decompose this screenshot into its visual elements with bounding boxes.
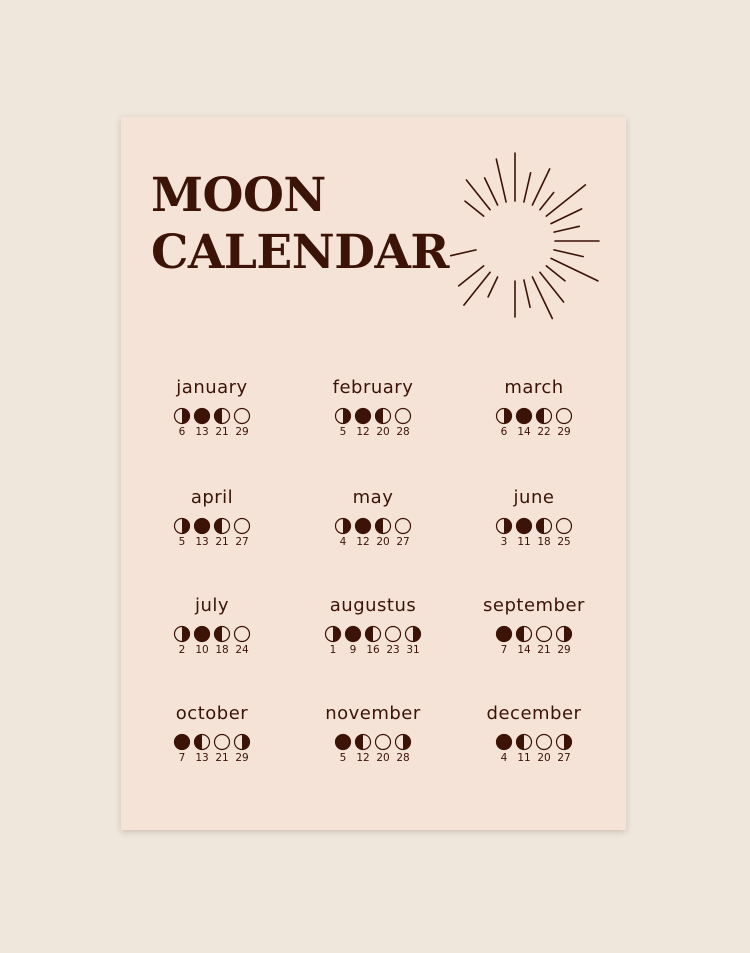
first-quarter-moon-icon [173, 517, 191, 535]
phase-date: 23 [386, 644, 400, 656]
month-name: september [483, 595, 585, 616]
month-card [454, 377, 614, 439]
month-card [132, 595, 292, 657]
moon-phase [494, 517, 514, 549]
new-moon-icon [555, 517, 573, 535]
new-moon-icon [394, 517, 412, 535]
moon-phase [554, 407, 574, 439]
new-moon-icon [535, 625, 553, 643]
moon-phase-row [132, 733, 292, 765]
phase-date: 10 [195, 644, 209, 656]
month-card [132, 487, 292, 549]
moon-phase [172, 407, 192, 439]
moon-phase [192, 517, 212, 549]
moon-phase-row [293, 733, 453, 765]
moon-phase [373, 733, 393, 765]
phase-date: 22 [537, 426, 551, 438]
phase-date: 12 [356, 426, 370, 438]
phase-date: 13 [195, 536, 209, 548]
last-quarter-moon-icon [354, 733, 372, 751]
phase-date: 6 [500, 426, 508, 438]
phase-date: 16 [366, 644, 380, 656]
moon-phase [393, 517, 413, 549]
phase-date: 13 [195, 426, 209, 438]
moon-phase-row [454, 733, 614, 765]
phase-date: 21 [215, 752, 229, 764]
full-moon-icon [334, 733, 352, 751]
phase-date: 11 [517, 752, 531, 764]
moon-phase [232, 733, 252, 765]
sunburst-icon [447, 149, 602, 329]
moon-phase [172, 733, 192, 765]
full-moon-icon [495, 625, 513, 643]
phase-date: 27 [396, 536, 410, 548]
moon-phase [232, 625, 252, 657]
month-name: july [194, 595, 230, 616]
phase-date: 14 [517, 426, 531, 438]
month-card [132, 703, 292, 765]
new-moon-icon [374, 733, 392, 751]
full-moon-icon [344, 625, 362, 643]
moon-phase [494, 407, 514, 439]
moon-phase-row [132, 625, 292, 657]
last-quarter-moon-icon [535, 517, 553, 535]
phase-date: 28 [396, 752, 410, 764]
phase-date: 21 [537, 644, 551, 656]
phase-date: 6 [178, 426, 186, 438]
month-card [293, 487, 453, 549]
phase-date: 31 [406, 644, 420, 656]
month-name: augustus [329, 595, 417, 616]
moon-phase-row [454, 625, 614, 657]
month-name: january [176, 377, 248, 398]
month-card [293, 703, 453, 765]
moon-phase-row [293, 407, 453, 439]
moon-phase [212, 733, 232, 765]
first-quarter-moon-icon [324, 625, 342, 643]
first-quarter-moon-icon [334, 407, 352, 425]
moon-phase [353, 407, 373, 439]
moon-phase [333, 407, 353, 439]
moon-phase [514, 407, 534, 439]
moon-phase [403, 625, 423, 657]
first-quarter-moon-icon [173, 625, 191, 643]
first-quarter-moon-icon [495, 517, 513, 535]
moon-phase [554, 733, 574, 765]
last-quarter-moon-icon [374, 517, 392, 535]
last-quarter-moon-icon [515, 733, 533, 751]
moon-phase [494, 625, 514, 657]
first-quarter-moon-icon [555, 625, 573, 643]
moon-phase [494, 733, 514, 765]
phase-date: 27 [235, 536, 249, 548]
phase-date: 20 [376, 426, 390, 438]
phase-date: 25 [557, 536, 571, 548]
phase-date: 7 [178, 752, 186, 764]
phase-date: 29 [557, 644, 571, 656]
moon-phase [363, 625, 383, 657]
phase-date: 3 [500, 536, 508, 548]
moon-phase [192, 407, 212, 439]
month-name: october [175, 703, 249, 724]
moon-phase [393, 407, 413, 439]
phase-date: 2 [178, 644, 186, 656]
last-quarter-moon-icon [535, 407, 553, 425]
moon-phase [373, 407, 393, 439]
phase-date: 18 [537, 536, 551, 548]
month-name: november [325, 703, 421, 724]
month-name: may [352, 487, 394, 508]
moon-phase [534, 407, 554, 439]
moon-phase [383, 625, 403, 657]
moon-phase [534, 625, 554, 657]
last-quarter-moon-icon [364, 625, 382, 643]
new-moon-icon [233, 625, 251, 643]
phase-date: 28 [396, 426, 410, 438]
phase-date: 18 [215, 644, 229, 656]
phase-date: 12 [356, 536, 370, 548]
new-moon-icon [535, 733, 553, 751]
full-moon-icon [354, 517, 372, 535]
moon-phase [172, 625, 192, 657]
moon-phase [323, 625, 343, 657]
moon-phase-row [454, 517, 614, 549]
phase-date: 13 [195, 752, 209, 764]
phase-date: 21 [215, 536, 229, 548]
phase-date: 29 [235, 426, 249, 438]
moon-phase [192, 625, 212, 657]
moon-phase [212, 407, 232, 439]
phase-date: 5 [339, 426, 347, 438]
month-card [293, 595, 453, 657]
moon-phase [333, 517, 353, 549]
calendar-poster [121, 117, 626, 830]
phase-date: 12 [356, 752, 370, 764]
phase-date: 5 [178, 536, 186, 548]
phase-date: 20 [537, 752, 551, 764]
first-quarter-moon-icon [233, 733, 251, 751]
moon-phase [353, 517, 373, 549]
moon-phase-row [293, 517, 453, 549]
moon-phase [534, 517, 554, 549]
phase-date: 7 [500, 644, 508, 656]
moon-phase [232, 407, 252, 439]
full-moon-icon [515, 407, 533, 425]
full-moon-icon [193, 517, 211, 535]
first-quarter-moon-icon [555, 733, 573, 751]
moon-phase-row [454, 407, 614, 439]
moon-phase-row [132, 407, 292, 439]
moon-phase [212, 625, 232, 657]
month-card [293, 377, 453, 439]
full-moon-icon [354, 407, 372, 425]
moon-phase [373, 517, 393, 549]
month-card [454, 487, 614, 549]
first-quarter-moon-icon [404, 625, 422, 643]
moon-phase-row [132, 517, 292, 549]
first-quarter-moon-icon [495, 407, 513, 425]
first-quarter-moon-icon [394, 733, 412, 751]
moon-phase [343, 625, 363, 657]
phase-date: 21 [215, 426, 229, 438]
month-name: february [332, 377, 414, 398]
full-moon-icon [193, 407, 211, 425]
title-line-2: CALENDAR [151, 225, 449, 280]
full-moon-icon [515, 517, 533, 535]
last-quarter-moon-icon [213, 625, 231, 643]
new-moon-icon [394, 407, 412, 425]
moon-phase [554, 625, 574, 657]
moon-phase [514, 733, 534, 765]
phase-date: 29 [557, 426, 571, 438]
moon-phase [514, 625, 534, 657]
phase-date: 27 [557, 752, 571, 764]
new-moon-icon [233, 517, 251, 535]
phase-date: 11 [517, 536, 531, 548]
moon-phase [534, 733, 554, 765]
month-name: june [513, 487, 555, 508]
phase-date: 24 [235, 644, 249, 656]
last-quarter-moon-icon [213, 517, 231, 535]
first-quarter-moon-icon [173, 407, 191, 425]
month-name: april [190, 487, 234, 508]
month-name: december [486, 703, 582, 724]
title-line-1: MOON [151, 168, 326, 223]
phase-date: 4 [339, 536, 347, 548]
moon-phase [393, 733, 413, 765]
month-card [454, 595, 614, 657]
first-quarter-moon-icon [334, 517, 352, 535]
moon-phase [232, 517, 252, 549]
new-moon-icon [384, 625, 402, 643]
moon-phase [192, 733, 212, 765]
moon-phase [172, 517, 192, 549]
moon-phase [353, 733, 373, 765]
moon-phase [554, 517, 574, 549]
moon-phase [514, 517, 534, 549]
last-quarter-moon-icon [374, 407, 392, 425]
phase-date: 20 [376, 536, 390, 548]
full-moon-icon [173, 733, 191, 751]
phase-date: 4 [500, 752, 508, 764]
phase-date: 5 [339, 752, 347, 764]
phase-date: 1 [329, 644, 337, 656]
new-moon-icon [233, 407, 251, 425]
phase-date: 9 [349, 644, 357, 656]
last-quarter-moon-icon [213, 407, 231, 425]
moon-phase [212, 517, 232, 549]
new-moon-icon [213, 733, 231, 751]
phase-date: 20 [376, 752, 390, 764]
phase-date: 29 [235, 752, 249, 764]
month-card [454, 703, 614, 765]
month-name: march [504, 377, 564, 398]
new-moon-icon [555, 407, 573, 425]
month-card [132, 377, 292, 439]
moon-phase [333, 733, 353, 765]
moon-phase-row [293, 625, 453, 657]
full-moon-icon [193, 625, 211, 643]
last-quarter-moon-icon [515, 625, 533, 643]
phase-date: 14 [517, 644, 531, 656]
last-quarter-moon-icon [193, 733, 211, 751]
full-moon-icon [495, 733, 513, 751]
